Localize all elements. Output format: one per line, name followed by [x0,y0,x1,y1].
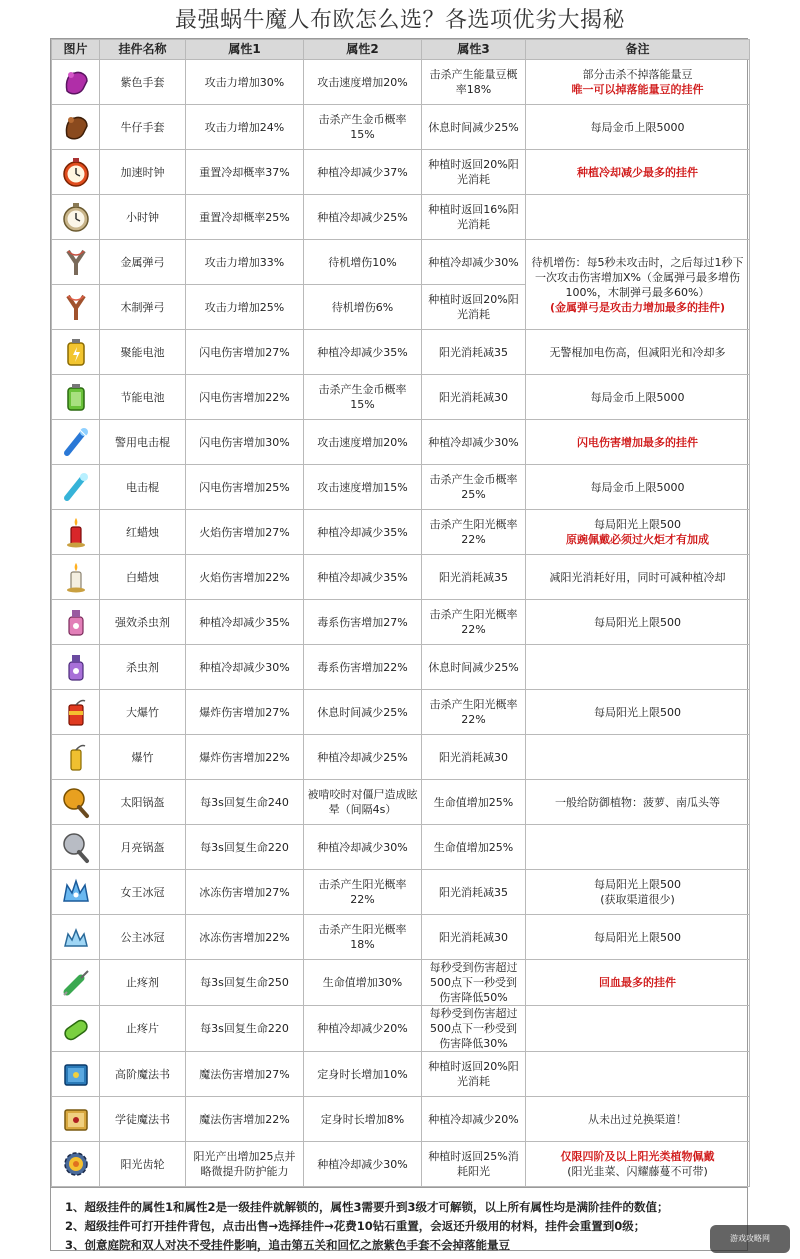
table-row [52,465,750,510]
pendant-name-cell: 小时钟 [100,195,186,240]
table-row [52,600,750,645]
pendant-name-cell: 聚能电池 [100,330,186,375]
col-header-attr1: 属性1 [186,40,304,60]
attr2-cell: 种植冷却减少35% [304,555,422,600]
note-text: 每局阳光上限500 [594,518,681,531]
footer-note-2: 2、超级挂件可打开挂件背包，点击出售→选择挂件→花费10钻石重置，会返还升级用的材料，挂件会重置到0级； [65,1219,646,1233]
note-text: 每局金币上限5000 [590,120,685,134]
pendant-name-cell: 女王冰冠 [100,870,186,915]
attr3-cell: 阳光消耗减35 [422,330,526,375]
attr3-cell: 击杀产生金币概率25% [422,465,526,510]
col-header-image: 图片 [52,40,100,60]
attr2-cell: 种植冷却减少25% [304,195,422,240]
col-header-note: 备注 [526,40,750,60]
table-row [52,330,750,375]
pendant-image-cell [52,465,100,510]
cowboy-glove-icon [59,110,93,144]
note-cell [526,915,750,960]
pendant-name-cell: 金属弹弓 [100,240,186,285]
note-text: 减阳光消耗好用，同时可减种植冷却 [549,570,726,584]
site-watermark: 游戏攻略网 [710,1225,790,1253]
attr3-cell: 休息时间减少25% [422,645,526,690]
slingshot-note-line2: (金属弹弓是攻击力增加最多的挂件) [549,300,726,314]
note-cell [526,60,750,105]
attr3-cell: 生命值增加25% [422,780,526,825]
attr2-cell: 毒系伤害增加27% [304,600,422,645]
pendant-image-cell [52,150,100,195]
pendant-name-cell: 大爆竹 [100,690,186,735]
table-row [52,1142,750,1187]
attr3-cell: 种植时返回20%阳光消耗 [422,150,526,195]
attr2-cell: 生命值增加30% [304,960,422,1006]
attr3-cell: 种植冷却减少30% [422,240,526,285]
attr1-cell: 种植冷却减少30% [186,645,304,690]
attr1-cell: 闪电伤害增加25% [186,465,304,510]
page-title: 最强蜗牛魔人布欧怎么选？各选项优劣大揭秘 [174,8,625,33]
pendant-image-cell [52,240,100,285]
note-text: 每局阳光上限500 [594,930,681,944]
attr2-cell: 待机增伤6% [304,285,422,330]
pendant-name-cell: 牛仔手套 [100,105,186,150]
speed-clock-icon [59,155,93,189]
note-cell [526,825,750,870]
pendant-image-cell [52,375,100,420]
table-row [52,150,750,195]
note-cell [526,1097,750,1142]
attr3-cell: 种植时返回16%阳光消耗 [422,195,526,240]
table-row [52,645,750,690]
pendant-image-cell [52,1006,100,1052]
pendant-image-cell [52,555,100,600]
table-row [52,1006,750,1052]
attr3-cell: 生命值增加25% [422,825,526,870]
attr1-cell: 每3s回复生命220 [186,825,304,870]
big-firecracker-icon [59,695,93,729]
table-row [52,195,750,240]
table-row [52,1052,750,1097]
pendant-name-cell: 月亮锅盔 [100,825,186,870]
slingshot-note-cell [526,240,750,330]
pendant-name-cell: 强效杀虫剂 [100,600,186,645]
attr1-cell: 闪电伤害增加27% [186,330,304,375]
attr1-cell: 魔法伤害增加27% [186,1052,304,1097]
attr1-cell: 每3s回复生命220 [186,1006,304,1052]
pendant-image-cell [52,915,100,960]
table-row [52,1097,750,1142]
attr3-cell: 种植时返回20%阳光消耗 [422,1052,526,1097]
attr2-cell: 种植冷却减少25% [304,735,422,780]
small-clock-icon [59,200,93,234]
attr1-cell: 爆炸伤害增加27% [186,690,304,735]
pendant-image-cell [52,735,100,780]
pendant-name-cell: 杀虫剂 [100,645,186,690]
attr3-cell: 种植时返回25%消耗阳光 [422,1142,526,1187]
pendant-name-cell: 学徒魔法书 [100,1097,186,1142]
attr1-cell: 重置冷却概率25% [186,195,304,240]
energy-battery-icon [59,335,93,369]
note-cell [526,195,750,240]
table-row [52,420,750,465]
pendant-image-cell [52,330,100,375]
attr3-cell: 种植冷却减少30% [422,420,526,465]
attr2-cell: 定身时长增加10% [304,1052,422,1097]
pendant-table [51,39,750,1187]
attr2-cell: 攻击速度增加20% [304,60,422,105]
red-candle-icon [59,515,93,549]
attr3-cell: 阳光消耗减35 [422,870,526,915]
pendant-image-cell [52,1097,100,1142]
pendant-name-cell: 高阶魔法书 [100,1052,186,1097]
attr2-cell: 被啃咬时对僵尸造成眩晕（间隔4s） [304,780,422,825]
footer-note-1: 1、超级挂件的属性1和属性2是一级挂件就解锁的，属性3需要升到3级才可解锁，以上所有属性均是满阶挂件的数值； [65,1200,669,1214]
attr1-cell: 魔法伤害增加22% [186,1097,304,1142]
pendant-name-cell: 红蜡烛 [100,510,186,555]
note-cell [526,510,750,555]
note-text: 每局阳光上限500 [594,878,681,891]
attr1-cell: 每3s回复生命250 [186,960,304,1006]
note-cell [526,105,750,150]
note-cell [526,960,750,1006]
strong-pesticide-icon [59,605,93,639]
attr1-cell: 爆炸伤害增加22% [186,735,304,780]
attr1-cell: 攻击力增加33% [186,240,304,285]
pendant-image-cell [52,420,100,465]
note-cell [526,555,750,600]
attr2-cell: 攻击速度增加20% [304,420,422,465]
pendant-image-cell [52,600,100,645]
note-cell [526,1006,750,1052]
note-cell [526,870,750,915]
attr3-cell: 击杀产生能量豆概率18% [422,60,526,105]
attr1-cell: 重置冷却概率37% [186,150,304,195]
attr2-cell: 击杀产生金币概率15% [304,105,422,150]
table-row [52,555,750,600]
note-cell [526,735,750,780]
attr2-cell: 击杀产生阳光概率18% [304,915,422,960]
attr3-cell: 休息时间减少25% [422,105,526,150]
painkiller-pill-icon [59,1012,93,1046]
attr3-cell: 阳光消耗减30 [422,915,526,960]
police-baton-icon [59,425,93,459]
apprentice-spellbook-icon [59,1102,93,1136]
attr1-cell: 闪电伤害增加30% [186,420,304,465]
note-highlight: 回血最多的挂件 [599,976,676,989]
wooden-slingshot-icon [59,290,93,324]
pendant-name-cell: 木制弹弓 [100,285,186,330]
pendant-image-cell [52,960,100,1006]
firecracker-icon [59,740,93,774]
table-row [52,735,750,780]
pendant-name-cell: 太阳锅盔 [100,780,186,825]
attr2-cell: 毒系伤害增加22% [304,645,422,690]
pendant-image-cell [52,1052,100,1097]
sun-pan-icon [59,785,93,819]
footer-notes [51,1187,747,1259]
table-row [52,105,750,150]
table-row [52,825,750,870]
attr3-cell: 每秒受到伤害超过500点下一秒受到伤害降低30% [422,1006,526,1052]
note-cell [526,780,750,825]
attr1-cell: 火焰伤害增加27% [186,510,304,555]
col-header-attr3: 属性3 [422,40,526,60]
stun-baton-icon [59,470,93,504]
pendant-name-cell: 白蜡烛 [100,555,186,600]
pendant-name-cell: 止疼片 [100,1006,186,1052]
note-cell [526,1142,750,1187]
attr1-cell: 攻击力增加25% [186,285,304,330]
pendant-image-cell [52,690,100,735]
pendant-name-cell: 电击棍 [100,465,186,510]
pendant-name-cell: 爆竹 [100,735,186,780]
note-text: 每局阳光上限500 [594,615,681,629]
pendant-name-cell: 止疼剂 [100,960,186,1006]
sun-gear-icon [59,1147,93,1181]
note-extra: (阳光韭菜、闪耀藤蔓不可带) [567,1165,708,1178]
purple-glove-icon [59,65,93,99]
note-highlight: 原豌佩戴必须过火炬才有加成 [566,533,709,546]
note-cell [526,375,750,420]
attr1-cell: 闪电伤害增加22% [186,375,304,420]
attr3-cell: 阳光消耗减35 [422,555,526,600]
attr2-cell: 待机增伤10% [304,240,422,285]
pendant-image-cell [52,510,100,555]
attr2-cell: 休息时间减少25% [304,690,422,735]
table-row [52,960,750,1006]
pendant-image-cell [52,195,100,240]
attr1-cell: 攻击力增加24% [186,105,304,150]
pendant-image-cell [52,825,100,870]
table-row [52,375,750,420]
table-row [52,510,750,555]
attr2-cell: 种植冷却减少35% [304,510,422,555]
attr2-cell: 种植冷却减少30% [304,825,422,870]
note-text: 部分击杀不掉落能量豆 [582,68,693,81]
attr2-cell: 种植冷却减少35% [304,330,422,375]
note-text: 每局阳光上限500 [594,705,681,719]
table-header-row [52,40,750,60]
pendant-image-cell [52,1142,100,1187]
pendant-name-cell: 紫色手套 [100,60,186,105]
note-cell [526,330,750,375]
attr3-cell: 击杀产生阳光概率22% [422,600,526,645]
pendant-image-cell [52,60,100,105]
attr2-cell: 种植冷却减少20% [304,1006,422,1052]
note-cell [526,420,750,465]
attr1-cell: 攻击力增加30% [186,60,304,105]
attr3-cell: 击杀产生阳光概率22% [422,510,526,555]
attr1-cell: 冰冻伤害增加22% [186,915,304,960]
col-header-attr2: 属性2 [304,40,422,60]
queen-ice-crown-icon [59,875,93,909]
attr2-cell: 攻击速度增加15% [304,465,422,510]
attr1-cell: 阳光产出增加25点并略微提升防护能力 [186,1142,304,1187]
attr1-cell: 火焰伤害增加22% [186,555,304,600]
col-header-name: 挂件名称 [100,40,186,60]
attr3-cell: 种植冷却减少20% [422,1097,526,1142]
note-cell [526,600,750,645]
attr2-cell: 定身时长增加8% [304,1097,422,1142]
pendant-image-cell [52,105,100,150]
note-highlight: 仅限四阶及以上阳光类植物佩戴 [560,1150,715,1163]
note-text: 每局金币上限5000 [590,480,685,494]
pendant-name-cell: 阳光齿轮 [100,1142,186,1187]
attr3-cell: 击杀产生阳光概率22% [422,690,526,735]
note-text: 无警棍加电伤高，但减阳光和冷却多 [549,345,726,359]
note-highlight: 闪电伤害增加最多的挂件 [577,435,698,449]
note-extra: (获取渠道很少) [600,893,675,906]
pendant-name-cell: 节能电池 [100,375,186,420]
pesticide-icon [59,650,93,684]
note-highlight: 唯一可以掉落能量豆的挂件 [571,83,704,96]
note-cell [526,465,750,510]
pendant-name-cell: 加速时钟 [100,150,186,195]
pendant-image-cell [52,645,100,690]
pendant-name-cell: 警用电击棍 [100,420,186,465]
table-row [52,240,750,285]
pendant-table-sheet [50,38,748,1251]
table-row [52,780,750,825]
note-text: 从未出过兑换渠道！ [588,1112,687,1126]
attr2-cell: 种植冷却减少30% [304,1142,422,1187]
table-row [52,870,750,915]
attr2-cell: 击杀产生金币概率15% [304,375,422,420]
advanced-spellbook-icon [59,1057,93,1091]
note-cell [526,1052,750,1097]
note-cell [526,690,750,735]
moon-pan-icon [59,830,93,864]
attr1-cell: 每3s回复生命240 [186,780,304,825]
attr3-cell: 每秒受到伤害超过500点下一秒受到伤害降低50% [422,960,526,1006]
attr1-cell: 冰冻伤害增加27% [186,870,304,915]
attr3-cell: 阳光消耗减30 [422,375,526,420]
attr3-cell: 阳光消耗减30 [422,735,526,780]
table-row [52,60,750,105]
footer-note-3: 3、创意庭院和双人对决不受挂件影响，追击第五关和回忆之旅紫色手套不会掉落能量豆 [65,1238,510,1252]
white-candle-icon [59,560,93,594]
attr2-cell: 击杀产生阳光概率22% [304,870,422,915]
pendant-name-cell: 公主冰冠 [100,915,186,960]
note-highlight: 种植冷却减少最多的挂件 [577,165,698,179]
metal-slingshot-icon [59,245,93,279]
pendant-image-cell [52,780,100,825]
attr3-cell: 种植时返回20%阳光消耗 [422,285,526,330]
eco-battery-icon [59,380,93,414]
note-text: 每局金币上限5000 [590,390,685,404]
note-cell [526,150,750,195]
princess-ice-crown-icon [59,920,93,954]
table-row [52,690,750,735]
pendant-image-cell [52,870,100,915]
note-text: 一般给防御植物：菠萝、南瓜头等 [555,795,720,809]
slingshot-note-line1: 待机增伤：每5秒未攻击时，之后每过1秒下一次攻击伤害增加X%（金属弹弓最多增伤100%，木制弹弓最多60%） [531,255,744,299]
note-cell [526,645,750,690]
pendant-image-cell [52,285,100,330]
painkiller-syringe-icon [59,966,93,1000]
attr2-cell: 种植冷却减少37% [304,150,422,195]
table-row [52,915,750,960]
attr1-cell: 种植冷却减少35% [186,600,304,645]
